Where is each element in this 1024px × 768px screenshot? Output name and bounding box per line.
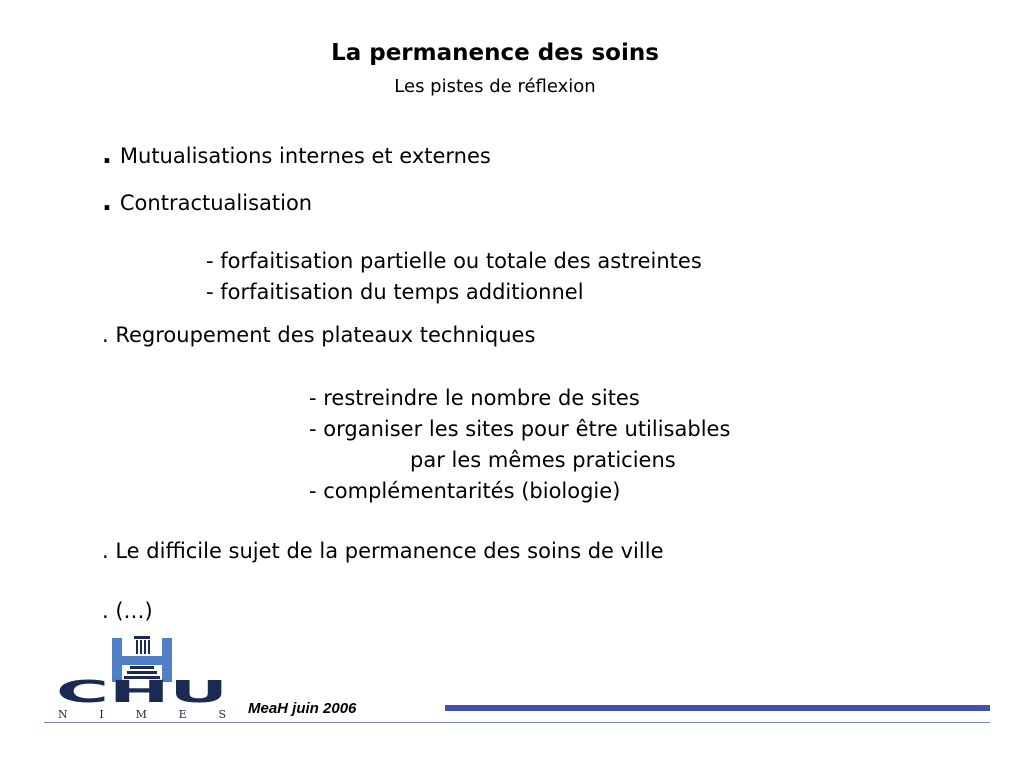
bullet-item xyxy=(102,140,491,170)
bullet-item: . Le difficile sujet de la permanence des soins de ville xyxy=(102,539,664,563)
bullet-dot: . xyxy=(102,187,112,217)
sub-item: - organiser les sites pour être utilisables xyxy=(309,417,731,441)
sub-item: - forfaitisation partielle ou totale des astreintes xyxy=(206,249,702,273)
bullet-dot: . xyxy=(102,140,112,170)
logo-nimes-text: NIMES xyxy=(58,708,226,721)
chu-nimes-logo xyxy=(52,630,232,722)
slide-title: La permanence des soins xyxy=(331,40,659,66)
logo-chu-text: CHU xyxy=(56,675,228,710)
bullet-text: Contractualisation xyxy=(119,191,313,215)
sub-item-continuation: par les mêmes praticiens xyxy=(410,448,676,472)
bullet-item: . (…) xyxy=(102,599,153,623)
footer-text: MeaH juin 2006 xyxy=(248,700,357,717)
bullet-item: . Regroupement des plateaux techniques xyxy=(102,323,536,347)
slide-subtitle: Les pistes de réflexion xyxy=(394,76,596,97)
footer-rule-thin xyxy=(44,722,990,723)
sub-item: - complémentarités (biologie) xyxy=(309,479,621,503)
footer-rule-thick xyxy=(445,705,990,711)
sub-item: - restreindre le nombre de sites xyxy=(309,386,640,410)
bullet-item xyxy=(102,187,312,217)
bullet-text: Mutualisations internes et externes xyxy=(119,144,491,168)
sub-item: - forfaitisation du temps additionnel xyxy=(206,280,584,304)
